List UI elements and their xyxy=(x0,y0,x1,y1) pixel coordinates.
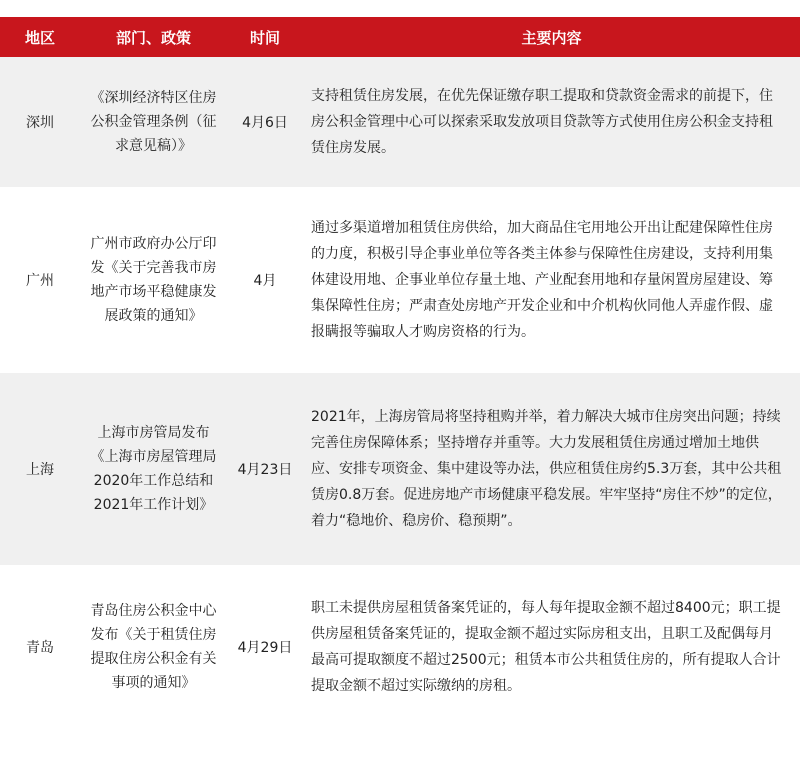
table-row xyxy=(0,57,800,187)
content-cell: 支持租赁住房发展，在优先保证缴存职工提取和贷款资金需求的前提下，住房公积金管理中心可以探索采取发放项目贷款等方式使用住房公积金支持租赁住房发展。 xyxy=(311,88,773,156)
table-row xyxy=(0,187,800,373)
content-cell: 通过多渠道增加租赁住房供给，加大商品住宅用地公开出让配建保障性住房的力度，积极引导企事业单位等各类主体参与保障性住房建设，支持利用集体建设用地、企事业单位存量土地、产业配套用地和存量闲置房屋建设、筹集保障性住房；严肃查处房地产开发企业和中介机构伙同他人弄虚作假、虚报瞒报等骗取人才购房资格的行为。 xyxy=(311,220,773,340)
table-row xyxy=(0,373,800,565)
date-cell: 4月23日 xyxy=(237,462,293,478)
policy-cell: 广州市政府办公厅印发《关于完善我市房地产市场平稳健康发展政策的通知》 xyxy=(90,236,217,324)
policy-cell: 《深圳经济特区住房公积金管理条例（征求意见稿）》 xyxy=(90,90,217,154)
policy-table xyxy=(0,17,800,729)
date-cell: 4月29日 xyxy=(237,640,293,656)
policy-cell: 上海市房管局发布《上海市房屋管理局2020年工作总结和2021年工作计划》 xyxy=(90,425,217,513)
header-region: 地区 xyxy=(24,28,55,47)
region-cell: 上海 xyxy=(26,462,54,478)
region-cell: 青岛 xyxy=(26,640,54,656)
date-cell: 4月 xyxy=(253,273,277,289)
region-cell: 深圳 xyxy=(26,115,54,131)
header-date: 时间 xyxy=(249,28,280,47)
content-cell: 2021年，上海房管局将坚持租购并举，着力解决大城市住房突出问题；持续完善住房保障体系；坚持增存并重等。大力发展租赁住房通过增加土地供应、安排专项资金、集中建设等办法，供应租赁住房约5.3万套，其中公共租赁房0.8万套。促进房地产市场健康平稳发展。牢牢坚持“房住不炒”的定位，着力“稳地价、稳房价、稳预期”。 xyxy=(311,409,782,529)
content-cell: 职工未提供房屋租赁备案凭证的，每人每年提取金额不超过8400元；职工提供房屋租赁备案凭证的，提取金额不超过实际房租支出，且职工及配偶每月最高可提取额度不超过2500元；租赁本市公共租赁住房的，所有提取人合计提取金额不超过实际缴纳的房租。 xyxy=(311,600,781,694)
header-row xyxy=(0,17,800,57)
policy-cell: 青岛住房公积金中心发布《关于租赁住房提取住房公积金有关事项的通知》 xyxy=(90,603,217,691)
region-cell: 广州 xyxy=(26,273,54,289)
table-row xyxy=(0,565,800,729)
date-cell: 4月6日 xyxy=(242,115,288,131)
header-content: 主要内容 xyxy=(521,28,582,47)
header-policy: 部门、政策 xyxy=(115,28,191,47)
